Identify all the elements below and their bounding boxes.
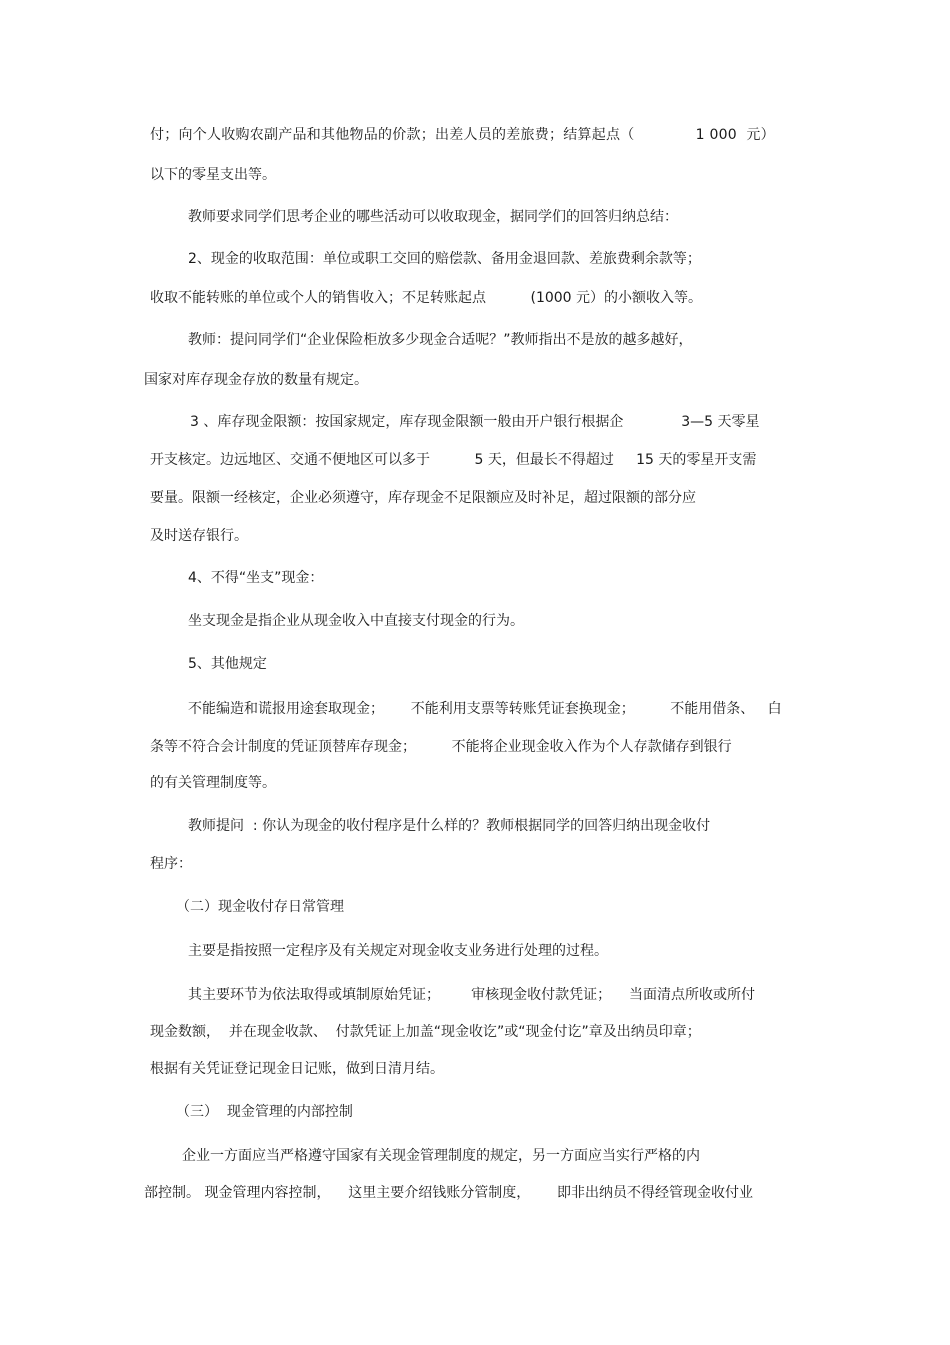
text-line-21: 主要是指按照一定程序及有关规定对现金收支业务进行处理的过程。 [188,943,608,959]
section-heading-3: （三） 现金管理的内部控制 [176,1104,353,1120]
text-line-10: 要量。限额一经核定，企业必须遵守，库存现金不足限额应及时补足，超过限额的部分应 [150,490,696,506]
text-line-16: 条等不符合会计制度的凭证顶替库存现金； 不能将企业现金收入作为个人存款储存到银行 [150,739,732,755]
text-line-4: 2、现金的收取范围：单位或职工交回的赔偿款、备用金退回款、差旅费剩余款等； [188,251,701,267]
text-line-13: 坐支现金是指企业从现金收入中直接支付现金的行为。 [188,613,524,629]
section-heading-2: （二）现金收付存日常管理 [176,899,344,915]
text-line-1: 付；向个人收购农副产品和其他物品的价款；出差人员的差旅费；结算起点（ 1 000 元） [150,127,775,143]
text-line-26: 企业一方面应当严格遵守国家有关现金管理制度的规定，另一方面应当实行严格的内 [182,1148,700,1164]
text-line-17: 的有关管理制度等。 [150,775,276,791]
section-heading-5: 5、其他规定 [188,656,267,672]
text-line-23: 现金数额， 并在现金收款、 付款凭证上加盖“现金收讫”或“现金付讫”章及出纳员印章； [150,1024,701,1040]
text-line-22: 其主要环节为依法取得或填制原始凭证； 审核现金收付款凭证； 当面清点所收或所付 [188,987,755,1003]
text-line-7: 国家对库存现金存放的数量有规定。 [144,372,368,388]
text-line-3: 教师要求同学们思考企业的哪些活动可以收取现金，据同学们的回答归纳总结： [188,209,678,225]
text-line-9: 开支核定。边远地区、交通不便地区可以多于 5 天，但最长不得超过 15 天的零星开支需 [150,452,757,468]
text-line-5: 收取不能转账的单位或个人的销售收入；不足转账起点 (1000 元）的小额收入等。 [150,290,703,306]
text-line-24: 根据有关凭证登记现金日记账，做到日清月结。 [150,1061,444,1077]
text-line-27: 部控制。 现金管理内容控制， 这里主要介绍钱账分管制度， 即非出纳员不得经管现金收付业 [144,1185,753,1201]
text-line-8: 3 、库存现金限额：按国家规定，库存现金限额一般由开户银行根据企 3—5 天零星 [190,414,760,430]
text-line-2: 以下的零星支出等。 [150,167,276,183]
text-line-18: 教师提问 : 你认为现金的收付程序是什么样的？教师根据同学的回答归纳出现金收付 [188,818,711,834]
text-line-15: 不能编造和谎报用途套取现金； 不能利用支票等转账凭证套换现金； 不能用借条、 白 [188,701,782,717]
text-line-19: 程序： [150,856,192,872]
text-line-11: 及时送存银行。 [150,528,248,544]
section-heading-4: 4、不得“坐支”现金： [188,570,324,586]
text-line-6: 教师：提问同学们“企业保险柜放多少现金合适呢？”教师指出不是放的越多越好， [188,332,693,348]
